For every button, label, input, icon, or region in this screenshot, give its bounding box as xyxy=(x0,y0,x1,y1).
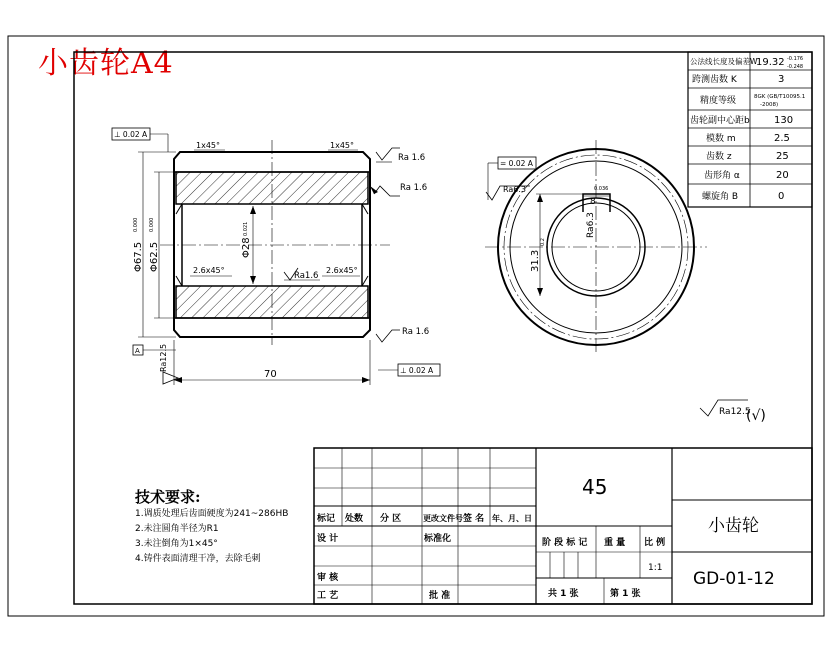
keyway-width: 8 xyxy=(590,197,596,207)
param-value: 2.5 xyxy=(774,133,790,144)
tech-item: 2.未注圆角半径为R1 xyxy=(135,524,219,534)
keyway-depth-tol: 0.2 xyxy=(540,238,546,246)
dia-outer: Φ67.5 xyxy=(133,241,144,272)
chamfer-inner-left: 2.6x45° xyxy=(193,266,225,275)
tb-sheet: 第 1 张 xyxy=(610,589,641,599)
param-value: 0 xyxy=(778,191,785,202)
tb-material: 45 xyxy=(582,475,608,499)
tb-stage: 阶 段 标 记 xyxy=(542,538,588,548)
tb-mark: 标记 xyxy=(317,514,336,524)
tb-date: 年、月、日 xyxy=(492,514,532,523)
chamfer-left: 1x45° xyxy=(196,141,221,150)
dia-outer-tol: 0.000 xyxy=(133,217,139,232)
end-ra: Ra6.3 xyxy=(503,185,527,194)
param-label: 齿数 z xyxy=(706,152,732,162)
tb-review: 审 核 xyxy=(317,573,339,583)
corner-title: 小齿轮A4 xyxy=(38,46,174,81)
end-tol-frame: = 0.02 A xyxy=(500,159,533,168)
param-tol-lower: -0.248 xyxy=(787,64,804,70)
tb-design: 设 计 xyxy=(317,534,339,544)
rest-roughness-symbol: (√) xyxy=(746,408,766,424)
tech-item: 4.铸件表面清理干净，去除毛刺 xyxy=(135,554,261,564)
tb-standard: 标准化 xyxy=(424,534,452,544)
tb-scale: 比 例 xyxy=(644,538,666,548)
param-label: 精度等级 xyxy=(700,96,737,106)
param-value: -2008) xyxy=(760,102,779,108)
tb-scale-value: 1:1 xyxy=(648,563,663,573)
param-value: 25 xyxy=(776,151,789,162)
title-block-text xyxy=(316,512,665,601)
ra-left: Ra12.5 xyxy=(159,343,168,372)
keyway-depth: 31.3 xyxy=(530,249,541,272)
tol-frame-top: ⊥ 0.02 A xyxy=(114,130,148,139)
tb-process: 工 艺 xyxy=(317,591,339,601)
param-label: 公法线长度及偏差W xyxy=(690,57,758,66)
tb-zone: 分 区 xyxy=(380,514,402,524)
datum-label: A xyxy=(135,347,140,355)
keyway-tol: 0.036 xyxy=(594,186,609,192)
chamfer-inner-right: 2.6x45° xyxy=(326,266,358,275)
tech-item: 1.调质处理后齿面硬度为241~286HB xyxy=(135,509,289,519)
length-dim: 70 xyxy=(264,369,277,380)
param-label: 齿轮副中心距b xyxy=(690,116,750,126)
tb-part-name: 小齿轮 xyxy=(708,516,759,536)
param-label: 螺旋角 B xyxy=(702,192,739,202)
tb-count: 处数 xyxy=(345,514,364,524)
params-table xyxy=(688,52,812,207)
dia-bore: Φ28 xyxy=(241,237,252,258)
tb-approve: 批 准 xyxy=(429,591,451,601)
dia-root-tol: 0.000 xyxy=(149,217,155,232)
param-value: 3 xyxy=(778,74,785,85)
param-tol-upper: -0.176 xyxy=(787,56,804,62)
param-value: 19.32 xyxy=(756,57,785,68)
param-label: 齿形角 α xyxy=(704,171,740,181)
tech-requirements xyxy=(135,490,288,567)
ra-top: Ra 1.6 xyxy=(398,153,426,163)
tol-frame-bottom: ⊥ 0.02 A xyxy=(400,366,434,375)
ra-bevel: Ra 1.6 xyxy=(400,183,428,193)
chamfer-right: 1x45° xyxy=(330,141,355,150)
param-label: 模数 m xyxy=(706,134,736,144)
end-view xyxy=(485,140,707,352)
dia-root: Φ62.5 xyxy=(149,241,160,272)
tech-item: 3.未注倒角为1×45° xyxy=(135,539,218,549)
param-value: 8GK (GB/T10095.1 xyxy=(754,94,806,100)
key-ra: Ra6.3 xyxy=(586,212,596,238)
ra-bore: Ra1.6 xyxy=(294,271,319,281)
ra-bottom: Ra 1.6 xyxy=(402,327,430,337)
tb-total: 共 1 张 xyxy=(548,589,579,599)
section-view xyxy=(112,128,440,385)
tb-doc-no: 更改文件号 xyxy=(423,514,463,523)
tb-sign: 签 名 xyxy=(463,514,485,524)
param-value: 20 xyxy=(776,170,789,181)
rest-roughness: Ra12.5 xyxy=(719,407,751,417)
param-label: 跨测齿数 K xyxy=(692,75,737,85)
param-value: 130 xyxy=(774,115,794,126)
tb-drawing-number: GD-01-12 xyxy=(693,569,775,589)
dia-bore-tol: 0.021 xyxy=(243,221,249,236)
tech-heading: 技术要求: xyxy=(135,488,201,506)
tb-weight: 重 量 xyxy=(604,538,626,548)
